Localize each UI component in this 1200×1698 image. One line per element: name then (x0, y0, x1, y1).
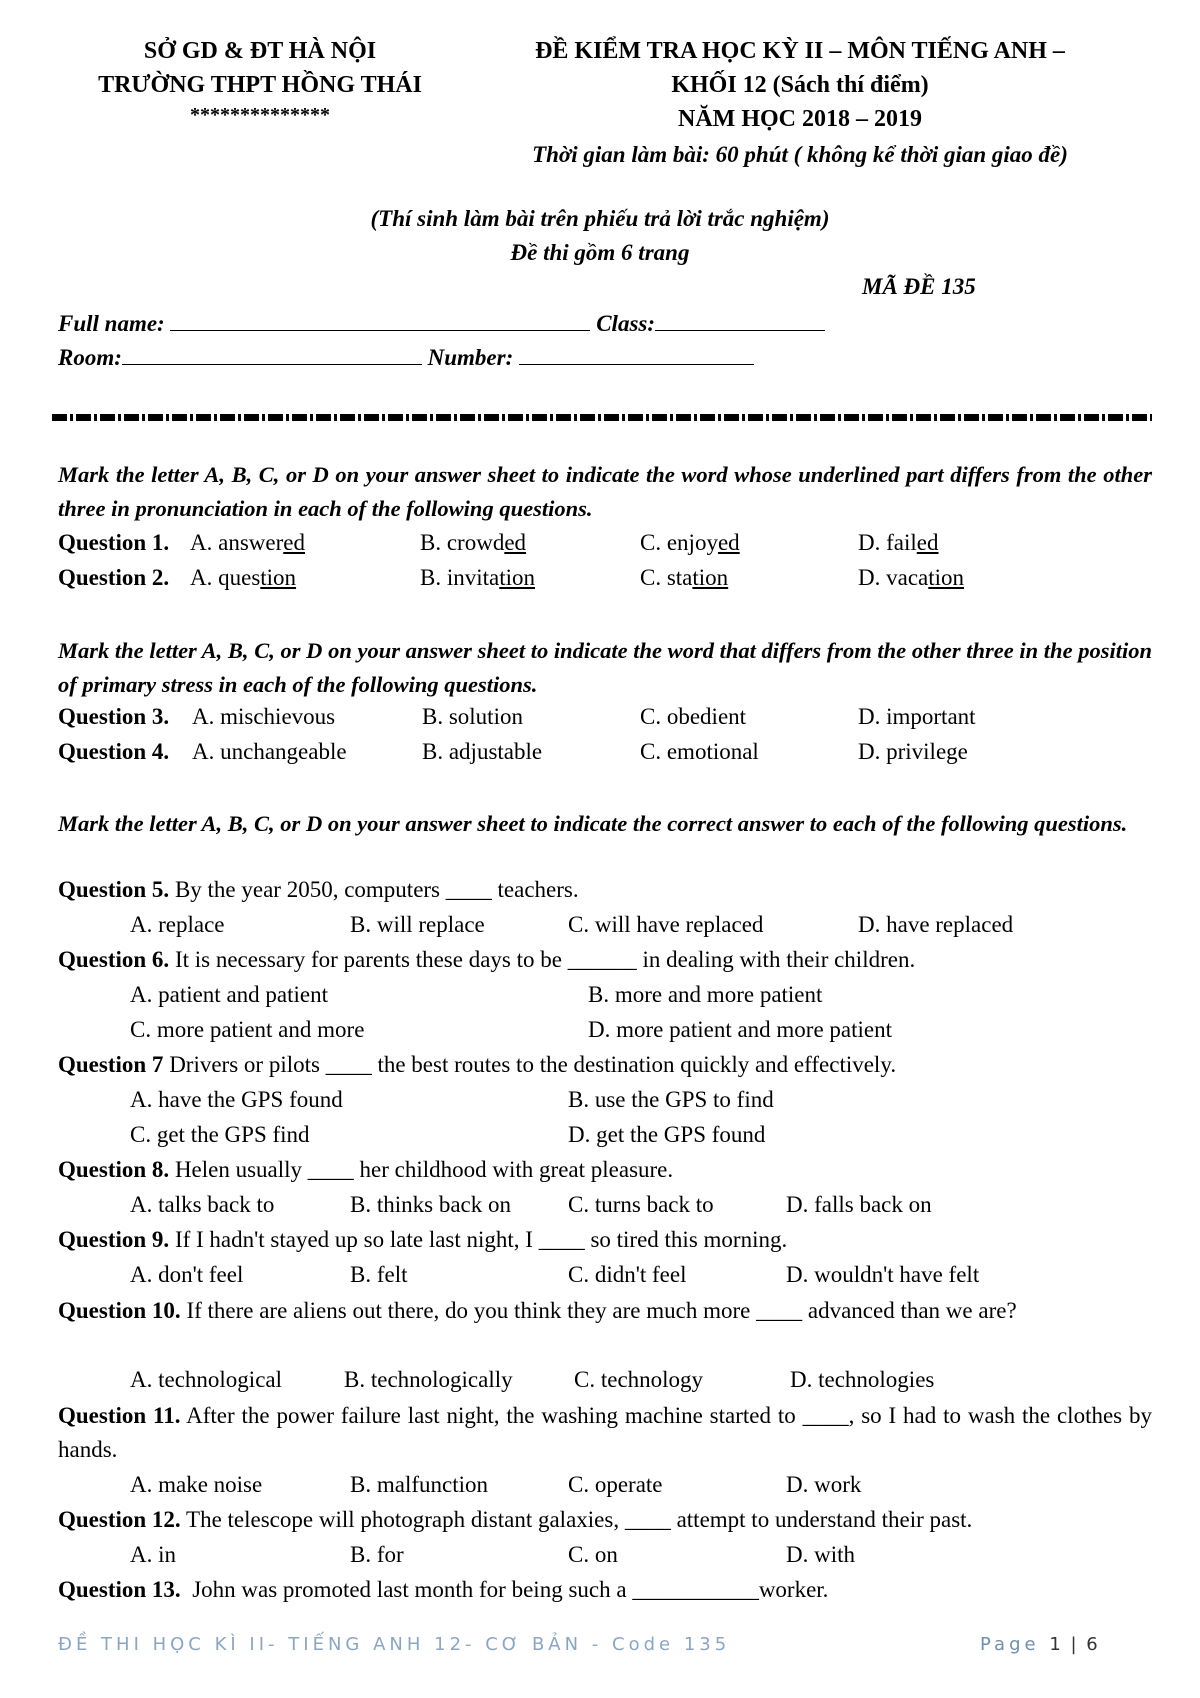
question-4: Question 4. (58, 739, 170, 764)
q12-option-d: D. with (786, 1542, 855, 1567)
number-line[interactable] (519, 344, 754, 365)
full-name-label: Full name: (58, 311, 165, 336)
instruction-stress: Mark the letter A, B, C, or D on your answer sheet to indicate the word that differs from the other three in the position of primary stress in each of the following questions. (58, 638, 1152, 697)
q7-option-b: B. use the GPS to find (568, 1087, 774, 1112)
question-10: Question 10. If there are aliens out there, do you think they are much more ____ advanced than we are? (58, 1298, 1017, 1323)
q3-option-a: A. mischievous (192, 704, 336, 729)
page-count-note: Đề thi gồm 6 trang (510, 240, 690, 265)
number-label: Number: (427, 345, 514, 370)
room-line[interactable] (122, 344, 422, 365)
q10-option-a: A. technological (130, 1367, 283, 1392)
q11-option-d: D. work (786, 1472, 862, 1497)
q12-option-b: B. for (350, 1542, 404, 1567)
q1-option-c: C. enjoyed (640, 530, 740, 555)
q8-option-c: C. turns back to (568, 1192, 714, 1217)
q12-option-c: C. on (568, 1542, 618, 1567)
page-count: 1 | 6 (1049, 1634, 1100, 1655)
q12-option-a: A. in (130, 1542, 176, 1567)
q6-option-c: C. more patient and more (130, 1017, 365, 1042)
q4-option-b: B. adjustable (422, 739, 543, 764)
q5-option-b: B. will replace (350, 912, 485, 937)
q7-option-c: C. get the GPS find (130, 1122, 310, 1147)
q11-option-c: C. operate (568, 1472, 663, 1497)
q4-option-c: C. emotional (640, 739, 759, 764)
question-12: Question 12. The telescope will photograph distant galaxies, ____ attempt to understand their past. (58, 1507, 973, 1532)
q11-option-b: B. malfunction (350, 1472, 488, 1497)
q1-option-d: D. failed (858, 530, 939, 555)
full-name-line[interactable] (170, 310, 590, 331)
q2-option-a: A. question (190, 565, 297, 590)
school-year: NĂM HỌC 2018 – 2019 (678, 106, 922, 132)
q7-option-d: D. get the GPS found (568, 1122, 766, 1147)
q3-option-c: C. obedient (640, 704, 747, 729)
question-5: Question 5. By the year 2050, computers ____ teachers. (58, 877, 579, 902)
q8-option-a: A. talks back to (130, 1192, 275, 1217)
question-7: Question 7 Drivers or pilots ____ the best routes to the destination quickly and effectively. (58, 1052, 897, 1077)
exam-grade: KHỐI 12 (Sách thí điểm) (671, 72, 929, 98)
q5-option-a: A. replace (130, 912, 225, 937)
room-field[interactable] (58, 344, 754, 371)
q9-option-c: C. didn't feel (568, 1262, 687, 1287)
question-9: Question 9. If I hadn't stayed up so late last night, I ____ so tired this morning. (58, 1227, 788, 1252)
exam-code: MÃ ĐỀ 135 (862, 274, 976, 299)
q9-option-a: A. don't feel (130, 1262, 244, 1287)
q4-option-d: D. privilege (858, 739, 968, 764)
room-label: Room: (58, 345, 122, 370)
q10-option-b: B. technologically (344, 1367, 513, 1392)
q2-option-d: D. vacation (858, 565, 965, 590)
q1-option-b: B. crowded (420, 530, 527, 555)
q11-option-a: A. make noise (130, 1472, 263, 1497)
section-separator (52, 414, 1152, 421)
q6-option-a: A. patient and patient (130, 982, 328, 1007)
q2-option-c: C. station (640, 565, 729, 590)
question-1 (58, 530, 169, 556)
q5-option-c: C. will have replaced (568, 912, 764, 937)
class-label: Class: (596, 311, 656, 336)
header-stars: ************** (190, 104, 330, 126)
answer-sheet-note: (Thí sinh làm bài trên phiếu trả lời trắc nghiệm) (370, 206, 830, 231)
instruction-pronunciation: Mark the letter A, B, C, or D on your answer sheet to indicate the word whose underlined part differs from the other three in pronunciation in each of the following questions. (58, 462, 1152, 521)
question-8: Question 8. Helen usually ____ her childhood with great pleasure. (58, 1157, 674, 1182)
school-name: TRƯỜNG THPT HỒNG THÁI (98, 72, 422, 98)
footer-title: ĐỀ THI HỌC KÌ II- TIẾNG ANH 12- CƠ BẢN - Code 135 (58, 1634, 731, 1655)
question-3: Question 3. (58, 704, 170, 729)
q8-option-b: B. thinks back on (350, 1192, 511, 1217)
department-name: SỞ GD & ĐT HÀ NỘI (143, 38, 377, 64)
q10-option-c: C. technology (574, 1367, 704, 1392)
question-13: Question 13. John was promoted last month for being such a ___________worker. (58, 1577, 829, 1602)
q7-option-a: A. have the GPS found (130, 1087, 343, 1112)
question-label: Question 2. (58, 565, 170, 590)
question-label: Question 1. (58, 530, 170, 555)
q5-option-d: D. have replaced (858, 912, 1014, 937)
q6-option-d: D. more patient and more patient (588, 1017, 893, 1042)
q9-option-d: D. wouldn't have felt (786, 1262, 980, 1287)
question-11: Question 11. After the power failure last night, the washing machine started to ____, so I had to wash the clothes by hands. (58, 1403, 1152, 1462)
q9-option-b: B. felt (350, 1262, 408, 1287)
class-line[interactable] (655, 310, 825, 331)
q10-option-d: D. technologies (790, 1367, 935, 1392)
q3-option-b: B. solution (422, 704, 523, 729)
instruction-grammar: Mark the letter A, B, C, or D on your answer sheet to indicate the correct answer to each of the following questions. (58, 811, 1128, 836)
full-name-field[interactable] (58, 310, 825, 337)
question-2 (58, 565, 169, 591)
page-number (980, 1634, 1100, 1655)
page-label: Page (980, 1634, 1040, 1655)
question-6: Question 6. It is necessary for parents these days to be ______ in dealing with their children. (58, 947, 916, 972)
q8-option-d: D. falls back on (786, 1192, 932, 1217)
q1-option-a: A. answered (190, 530, 305, 555)
q2-option-b: B. invitation (420, 565, 536, 590)
exam-title: ĐỀ KIỂM TRA HỌC KỲ II – MÔN TIẾNG ANH – (535, 38, 1065, 64)
exam-duration: Thời gian làm bài: 60 phút ( không kể thời gian giao đề) (532, 142, 1068, 167)
q3-option-d: D. important (858, 704, 976, 729)
q6-option-b: B. more and more patient (588, 982, 823, 1007)
q4-option-a: A. unchangeable (192, 739, 347, 764)
